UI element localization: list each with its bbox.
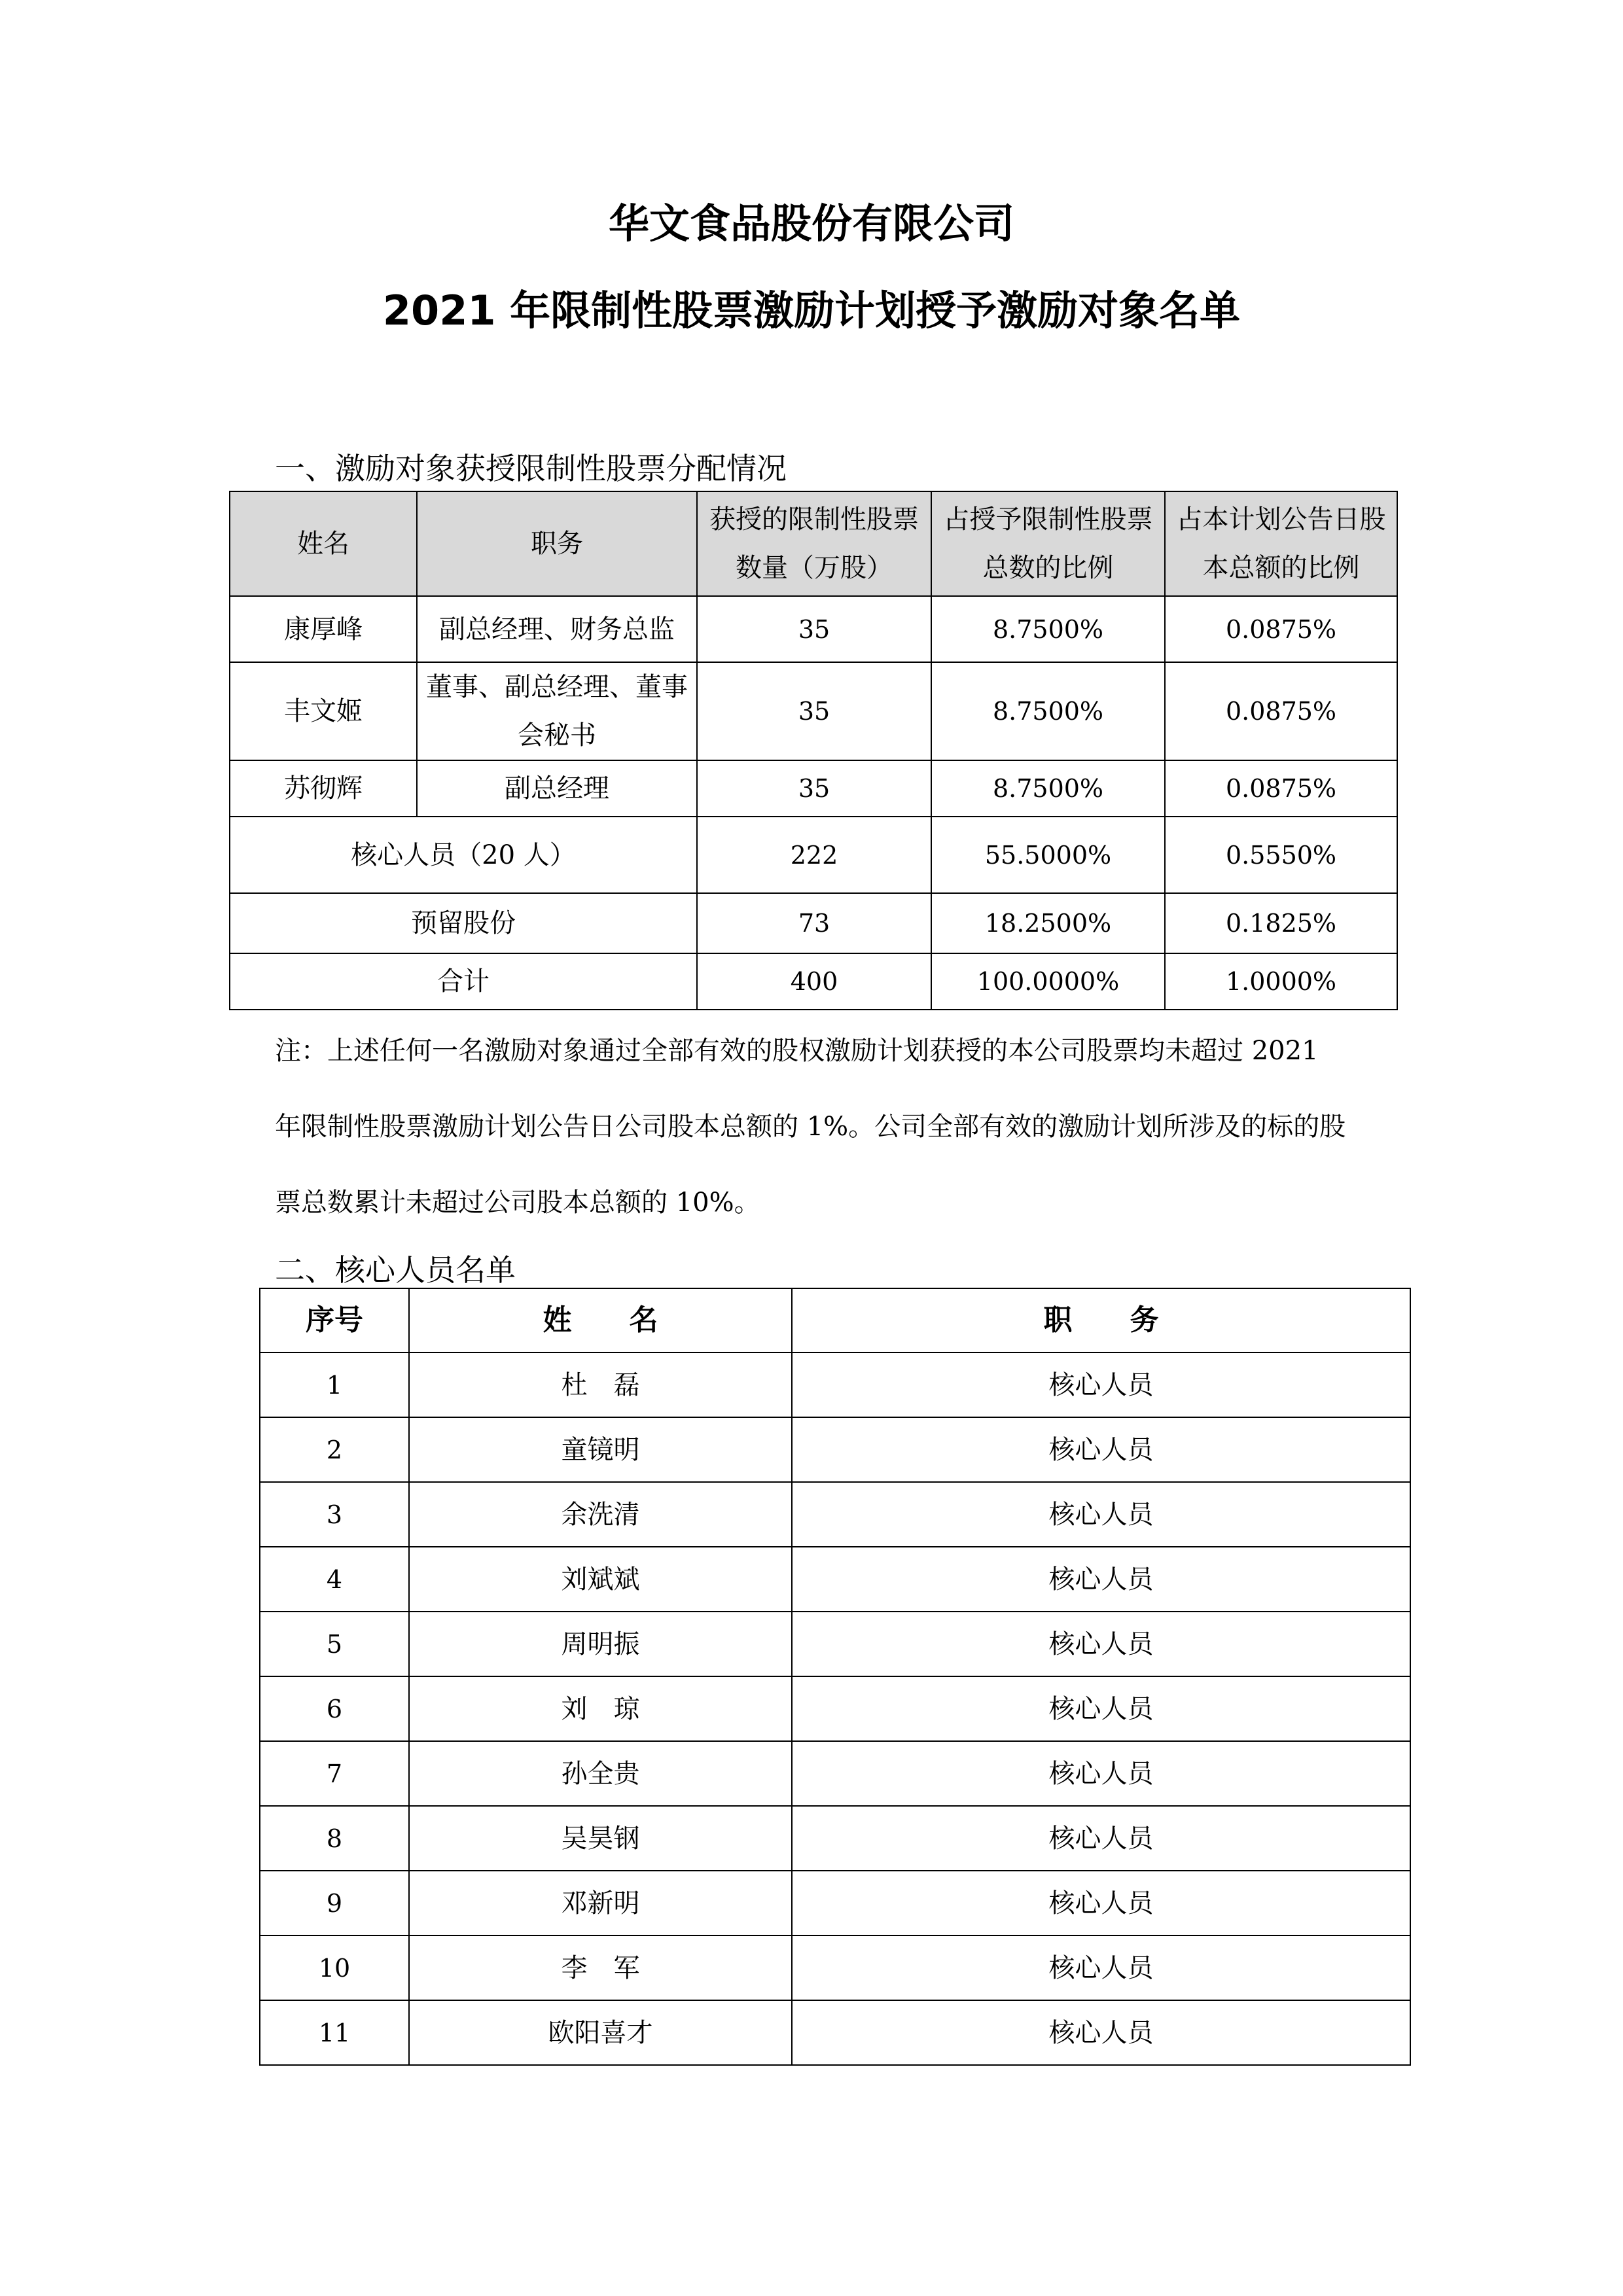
cell-name: 苏彻辉 <box>230 760 417 817</box>
header-no: 序号 <box>260 1288 409 1352</box>
cell-shares: 35 <box>697 760 931 817</box>
cell-label: 合计 <box>230 953 697 1010</box>
header-pct-grant: 占授予限制性股票总数的比例 <box>931 491 1165 596</box>
header-position: 职 务 <box>792 1288 1410 1352</box>
cell-no: 10 <box>260 1935 409 2000</box>
cell-name: 刘 琼 <box>409 1676 792 1741</box>
table-row <box>260 1612 1410 1676</box>
core-staff-header-row <box>260 1288 1410 1352</box>
cell-pct-capital: 0.5550% <box>1165 817 1397 893</box>
cell-position: 核心人员 <box>792 1482 1410 1547</box>
cell-name: 吴昊钢 <box>409 1806 792 1871</box>
cell-position: 核心人员 <box>792 1417 1410 1482</box>
core-staff-table <box>259 1288 1411 2066</box>
cell-position: 核心人员 <box>792 1612 1410 1676</box>
cell-pct-capital: 1.0000% <box>1165 953 1397 1010</box>
table-row <box>260 2000 1410 2065</box>
cell-pct-capital: 0.0875% <box>1165 662 1397 760</box>
cell-no: 3 <box>260 1482 409 1547</box>
cell-no: 6 <box>260 1676 409 1741</box>
cell-pct-grant: 100.0000% <box>931 953 1165 1010</box>
table-row <box>260 1935 1410 2000</box>
table-row <box>260 1676 1410 1741</box>
cell-pct-grant: 18.2500% <box>931 893 1165 953</box>
cell-name: 周明振 <box>409 1612 792 1676</box>
cell-position: 副总经理 <box>417 760 697 817</box>
cell-position: 核心人员 <box>792 1352 1410 1417</box>
cell-position: 副总经理、财务总监 <box>417 596 697 662</box>
cell-label: 核心人员（20 人） <box>230 817 697 893</box>
header-shares: 获授的限制性股票数量（万股） <box>697 491 931 596</box>
section1-heading: 一、激励对象获授限制性股票分配情况 <box>275 451 787 486</box>
table-row <box>230 662 1397 760</box>
cell-no: 2 <box>260 1417 409 1482</box>
cell-no: 1 <box>260 1352 409 1417</box>
cell-position: 核心人员 <box>792 1806 1410 1871</box>
cell-shares: 222 <box>697 817 931 893</box>
cell-pct-capital: 0.0875% <box>1165 596 1397 662</box>
cell-pct-capital: 0.1825% <box>1165 893 1397 953</box>
cell-no: 8 <box>260 1806 409 1871</box>
cell-name: 李 军 <box>409 1935 792 2000</box>
cell-label: 预留股份 <box>230 893 697 953</box>
cell-pct-capital: 0.0875% <box>1165 760 1397 817</box>
table-row <box>230 817 1397 893</box>
document-subtitle: 2021 年限制性股票激励计划授予激励对象名单 <box>382 287 1241 334</box>
table-row <box>260 1417 1410 1482</box>
cell-name: 杜 磊 <box>409 1352 792 1417</box>
cell-position: 核心人员 <box>792 1547 1410 1612</box>
table-row <box>230 893 1397 953</box>
cell-shares: 400 <box>697 953 931 1010</box>
cell-name: 欧阳喜才 <box>409 2000 792 2065</box>
cell-shares: 35 <box>697 662 931 760</box>
table-row <box>260 1482 1410 1547</box>
cell-position: 核心人员 <box>792 1676 1410 1741</box>
document-title: 华文食品股份有限公司 <box>608 200 1014 247</box>
cell-name: 邓新明 <box>409 1871 792 1935</box>
table-row <box>260 1352 1410 1417</box>
cell-name: 丰文姬 <box>230 662 417 760</box>
table-row <box>230 953 1397 1010</box>
cell-name: 康厚峰 <box>230 596 417 662</box>
cell-shares: 73 <box>697 893 931 953</box>
cell-shares: 35 <box>697 596 931 662</box>
cell-name: 孙全贵 <box>409 1741 792 1806</box>
cell-position: 董事、副总经理、董事会秘书 <box>417 662 697 760</box>
cell-name: 刘斌斌 <box>409 1547 792 1612</box>
cell-no: 11 <box>260 2000 409 2065</box>
table-row <box>260 1547 1410 1612</box>
allocation-table <box>229 491 1398 1010</box>
cell-pct-grant: 8.7500% <box>931 662 1165 760</box>
cell-pct-grant: 8.7500% <box>931 760 1165 817</box>
table-row <box>260 1806 1410 1871</box>
cell-position: 核心人员 <box>792 1935 1410 2000</box>
cell-no: 7 <box>260 1741 409 1806</box>
cell-pct-grant: 55.5000% <box>931 817 1165 893</box>
cell-position: 核心人员 <box>792 1741 1410 1806</box>
header-name: 姓 名 <box>409 1288 792 1352</box>
cell-name: 余洗清 <box>409 1482 792 1547</box>
cell-position: 核心人员 <box>792 2000 1410 2065</box>
allocation-header-row <box>230 491 1397 596</box>
header-name: 姓名 <box>230 491 417 596</box>
table-row <box>230 596 1397 662</box>
section2-heading: 二、核心人员名单 <box>275 1252 516 1288</box>
cell-position: 核心人员 <box>792 1871 1410 1935</box>
cell-name: 童镜明 <box>409 1417 792 1482</box>
cell-no: 9 <box>260 1871 409 1935</box>
cell-pct-grant: 8.7500% <box>931 596 1165 662</box>
cell-no: 4 <box>260 1547 409 1612</box>
table-row <box>260 1741 1410 1806</box>
cell-no: 5 <box>260 1612 409 1676</box>
table-row <box>260 1871 1410 1935</box>
table-note: 注：上述任何一名激励对象通过全部有效的股权激励计划获授的本公司股票均未超过 2021 年限制性股票激励计划公告日公司股本总额的 1%。公司全部有效的激励计划所涉及的标的股票总数累计未超过公司股本总额的 10%。 <box>275 1036 1346 1218</box>
header-pct-capital: 占本计划公告日股本总额的比例 <box>1165 491 1397 596</box>
table-row <box>230 760 1397 817</box>
header-position: 职务 <box>417 491 697 596</box>
